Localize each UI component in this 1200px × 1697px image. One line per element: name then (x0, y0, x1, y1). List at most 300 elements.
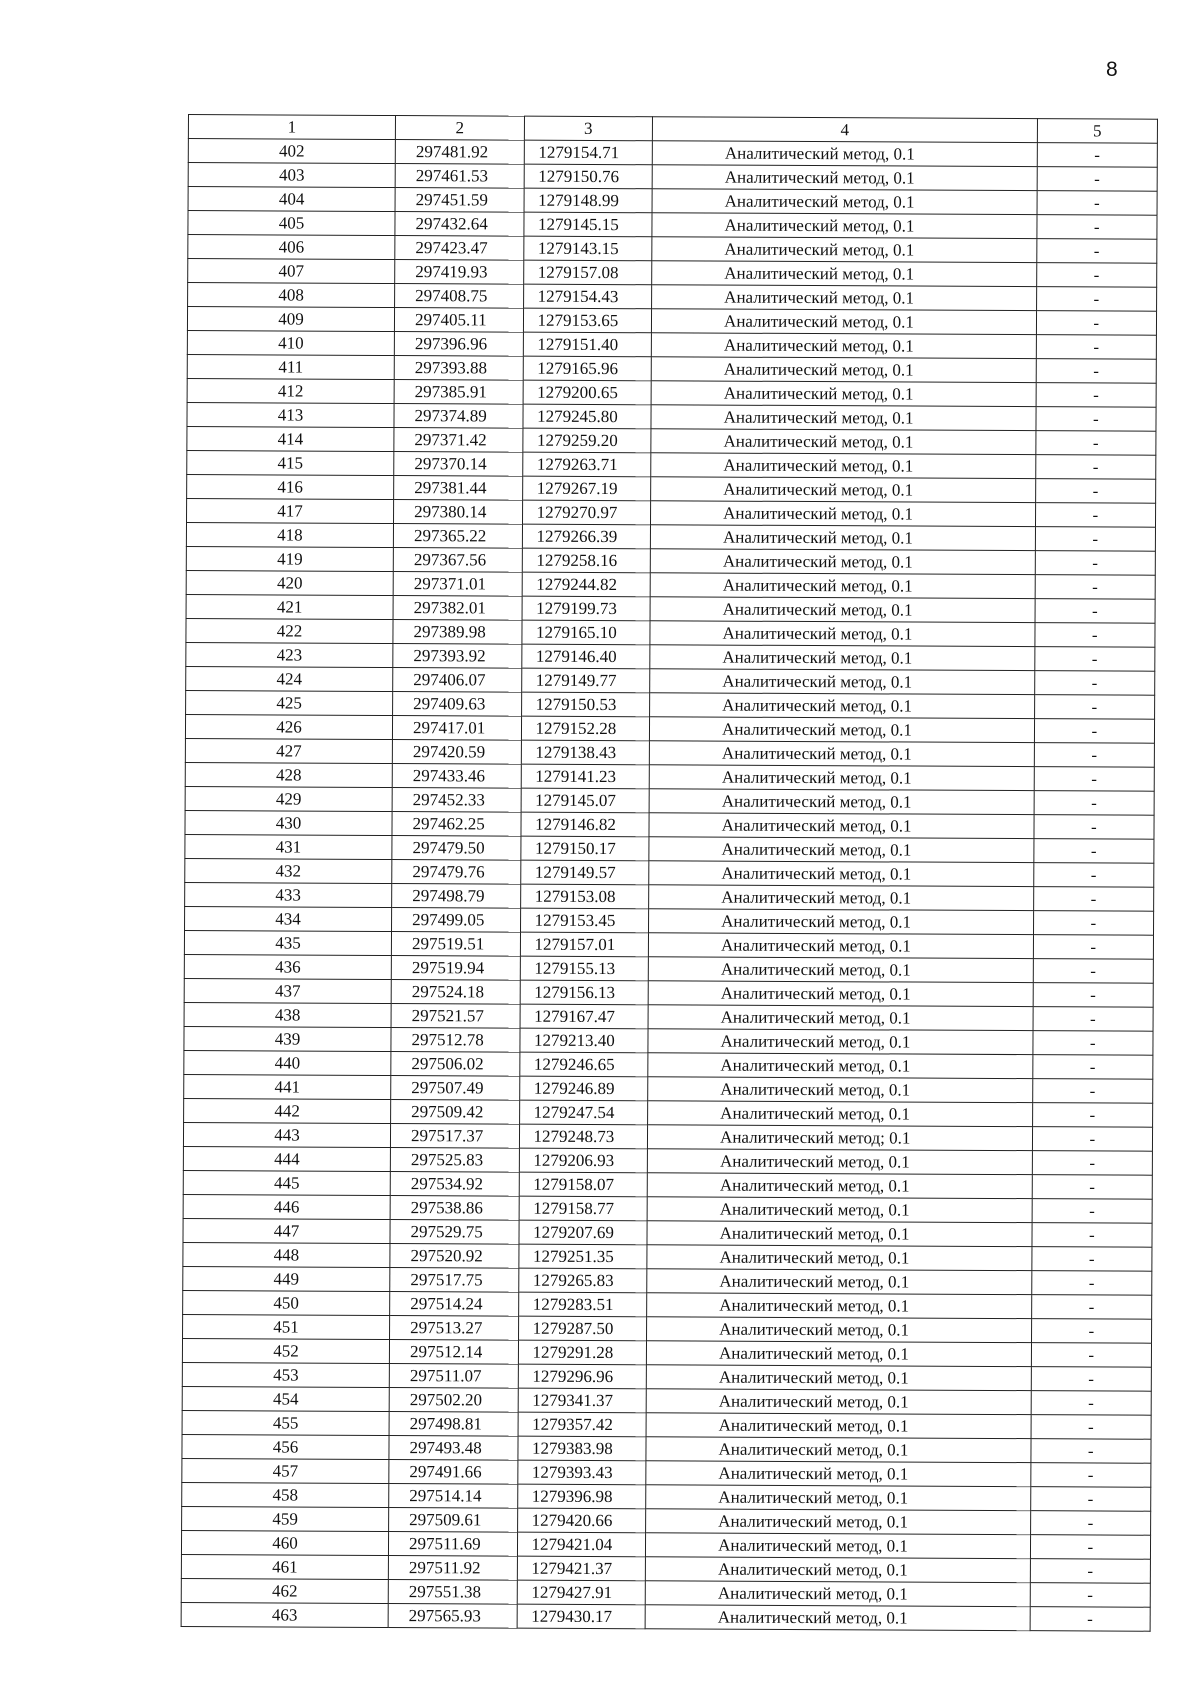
note-cell: - (1030, 1583, 1151, 1608)
note-cell: - (1032, 1175, 1153, 1200)
x-coordinate-cell: 297529.75 (390, 1220, 519, 1245)
y-coordinate-cell: 1279167.47 (520, 1004, 649, 1029)
x-coordinate-cell: 297374.89 (394, 404, 523, 429)
method-cell: Аналитический метод, 0.1 (648, 1101, 1033, 1127)
point-number-cell: 402 (188, 139, 395, 164)
y-coordinate-cell: 1279145.15 (523, 212, 652, 237)
method-cell: Аналитический метод, 0.1 (652, 165, 1037, 191)
x-coordinate-cell: 297396.96 (394, 332, 523, 357)
note-cell: - (1031, 1271, 1152, 1296)
method-cell: Аналитический метод, 0.1 (646, 1437, 1031, 1463)
method-cell: Аналитический метод, 0.1 (652, 141, 1037, 167)
y-coordinate-cell: 1279158.77 (519, 1196, 648, 1221)
point-number-cell: 439 (184, 1026, 391, 1051)
header-col-2: 2 (395, 116, 524, 141)
method-cell: Аналитический метод, 0.1 (645, 1605, 1030, 1631)
note-cell: - (1035, 623, 1156, 648)
note-cell: - (1031, 1415, 1152, 1440)
method-cell: Аналитический метод, 0.1 (645, 1557, 1030, 1583)
point-number-cell: 422 (186, 618, 393, 643)
x-coordinate-cell: 297538.86 (390, 1196, 519, 1221)
y-coordinate-cell: 1279153.45 (520, 908, 649, 933)
y-coordinate-cell: 1279156.13 (520, 980, 649, 1005)
y-coordinate-cell: 1279244.82 (522, 572, 651, 597)
point-number-cell: 463 (181, 1602, 388, 1627)
point-number-cell: 451 (183, 1314, 390, 1339)
y-coordinate-cell: 1279396.98 (517, 1484, 646, 1509)
method-cell: Аналитический метод, 0.1 (649, 909, 1034, 935)
x-coordinate-cell: 297520.92 (390, 1244, 519, 1269)
note-cell: - (1035, 527, 1156, 552)
x-coordinate-cell: 297491.66 (389, 1459, 518, 1484)
y-coordinate-cell: 1279263.71 (522, 452, 651, 477)
method-cell: Аналитический метод, 0.1 (651, 381, 1036, 407)
note-cell: - (1030, 1559, 1151, 1584)
note-cell: - (1033, 1007, 1154, 1032)
x-coordinate-cell: 297371.42 (394, 428, 523, 453)
point-number-cell: 456 (182, 1434, 389, 1459)
x-coordinate-cell: 297409.63 (393, 692, 522, 717)
y-coordinate-cell: 1279154.71 (524, 140, 653, 165)
point-number-cell: 454 (182, 1386, 389, 1411)
x-coordinate-cell: 297385.91 (394, 380, 523, 405)
method-cell: Аналитический метод, 0.1 (649, 765, 1034, 791)
point-number-cell: 427 (185, 738, 392, 763)
note-cell: - (1034, 647, 1155, 672)
x-coordinate-cell: 297370.14 (394, 452, 523, 477)
y-coordinate-cell: 1279157.08 (523, 260, 652, 285)
method-cell: Аналитический метод, 0.1 (648, 1005, 1033, 1031)
note-cell: - (1030, 1511, 1151, 1536)
y-coordinate-cell: 1279149.77 (521, 668, 650, 693)
note-cell: - (1034, 743, 1155, 768)
method-cell: Аналитический метод, 0.1 (652, 285, 1037, 311)
x-coordinate-cell: 297499.05 (392, 908, 521, 933)
note-cell: - (1030, 1607, 1151, 1632)
method-cell: Аналитический метод, 0.1 (647, 1149, 1032, 1175)
point-number-cell: 403 (188, 163, 395, 188)
method-cell: Аналитический метод, 0.1 (646, 1485, 1031, 1511)
method-cell: Аналитический метод, 0.1 (650, 621, 1035, 647)
point-number-cell: 414 (187, 426, 394, 451)
point-number-cell: 413 (187, 402, 394, 427)
method-cell: Аналитический метод, 0.1 (650, 525, 1035, 551)
point-number-cell: 430 (185, 810, 392, 835)
point-number-cell: 438 (184, 1002, 391, 1027)
x-coordinate-cell: 297511.07 (389, 1363, 518, 1388)
x-coordinate-cell: 297382.01 (393, 596, 522, 621)
x-coordinate-cell: 297479.50 (392, 836, 521, 861)
point-number-cell: 408 (188, 283, 395, 308)
note-cell: - (1036, 383, 1157, 408)
note-cell: - (1033, 959, 1154, 984)
note-cell: - (1034, 767, 1155, 792)
point-number-cell: 424 (186, 666, 393, 691)
x-coordinate-cell: 297433.46 (392, 764, 521, 789)
x-coordinate-cell: 297498.79 (392, 884, 521, 909)
note-cell: - (1037, 143, 1158, 168)
method-cell: Аналитический метод, 0.1 (652, 309, 1037, 335)
note-cell: - (1032, 1223, 1153, 1248)
y-coordinate-cell: 1279283.51 (518, 1292, 647, 1317)
y-coordinate-cell: 1279207.69 (519, 1220, 648, 1245)
point-number-cell: 437 (184, 978, 391, 1003)
x-coordinate-cell: 297509.42 (391, 1100, 520, 1125)
y-coordinate-cell: 1279200.65 (523, 380, 652, 405)
note-cell: - (1037, 167, 1158, 192)
method-cell: Аналитический метод, 0.1 (646, 1389, 1031, 1415)
x-coordinate-cell: 297514.14 (389, 1483, 518, 1508)
y-coordinate-cell: 1279199.73 (522, 596, 651, 621)
note-cell: - (1034, 719, 1155, 744)
method-cell: Аналитический метод, 0.1 (648, 933, 1033, 959)
y-coordinate-cell: 1279138.43 (521, 740, 650, 765)
point-number-cell: 406 (188, 235, 395, 260)
x-coordinate-cell: 297461.53 (395, 164, 524, 189)
note-cell: - (1032, 1199, 1153, 1224)
y-coordinate-cell: 1279251.35 (518, 1244, 647, 1269)
method-cell: Аналитический метод, 0.1 (651, 501, 1036, 527)
note-cell: - (1036, 287, 1157, 312)
note-cell: - (1035, 551, 1156, 576)
y-coordinate-cell: 1279393.43 (517, 1460, 646, 1485)
y-coordinate-cell: 1279165.96 (523, 356, 652, 381)
method-cell: Аналитический метод, 0.1 (648, 1029, 1033, 1055)
y-coordinate-cell: 1279287.50 (518, 1316, 647, 1341)
point-number-cell: 411 (187, 354, 394, 379)
method-cell: Аналитический метод, 0.1 (650, 597, 1035, 623)
point-number-cell: 404 (188, 187, 395, 212)
method-cell: Аналитический метод, 0.1 (646, 1533, 1031, 1559)
method-cell: Аналитический метод, 0.1 (647, 1197, 1032, 1223)
y-coordinate-cell: 1279145.07 (521, 788, 650, 813)
y-coordinate-cell: 1279247.54 (519, 1100, 648, 1125)
x-coordinate-cell: 297423.47 (395, 236, 524, 261)
y-coordinate-cell: 1279157.01 (520, 932, 649, 957)
point-number-cell: 459 (182, 1506, 389, 1531)
x-coordinate-cell: 297512.14 (389, 1339, 518, 1364)
note-cell: - (1036, 263, 1157, 288)
x-coordinate-cell: 297493.48 (389, 1435, 518, 1460)
note-cell: - (1035, 479, 1156, 504)
note-cell: - (1033, 983, 1154, 1008)
x-coordinate-cell: 297393.88 (394, 356, 523, 381)
y-coordinate-cell: 1279420.66 (517, 1508, 646, 1533)
point-number-cell: 407 (188, 259, 395, 284)
method-cell: Аналитический метод, 0.1 (648, 981, 1033, 1007)
coordinates-table (181, 114, 1158, 1632)
y-coordinate-cell: 1279152.28 (521, 716, 650, 741)
x-coordinate-cell: 297479.76 (392, 860, 521, 885)
point-number-cell: 443 (183, 1122, 390, 1147)
note-cell: - (1031, 1391, 1152, 1416)
method-cell: Аналитический метод, 0.1 (651, 405, 1036, 431)
x-coordinate-cell: 297462.25 (392, 812, 521, 837)
method-cell: Аналитический метод, 0.1 (649, 885, 1034, 911)
note-cell: - (1035, 599, 1156, 624)
method-cell: Аналитический метод, 0.1 (650, 645, 1035, 671)
method-cell: Аналитический метод, 0.1 (652, 237, 1037, 263)
header-col-5: 5 (1037, 119, 1158, 144)
point-number-cell: 410 (187, 330, 394, 355)
method-cell: Аналитический метод, 0.1 (647, 1173, 1032, 1199)
point-number-cell: 421 (186, 594, 393, 619)
point-number-cell: 409 (187, 307, 394, 332)
x-coordinate-cell: 297481.92 (395, 140, 524, 165)
x-coordinate-cell: 297512.78 (391, 1028, 520, 1053)
note-cell: - (1033, 1031, 1154, 1056)
y-coordinate-cell: 1279158.07 (519, 1172, 648, 1197)
note-cell: - (1033, 863, 1154, 888)
method-cell: Аналитический метод, 0.1 (646, 1341, 1031, 1367)
x-coordinate-cell: 297498.81 (389, 1411, 518, 1436)
point-number-cell: 460 (181, 1530, 388, 1555)
point-number-cell: 440 (184, 1050, 391, 1075)
method-cell: Аналитический метод, 0.1 (651, 357, 1036, 383)
point-number-cell: 425 (186, 690, 393, 715)
method-cell: Аналитический метод, 0.1 (649, 861, 1034, 887)
y-coordinate-cell: 1279151.40 (523, 332, 652, 357)
point-number-cell: 457 (182, 1458, 389, 1483)
note-cell: - (1034, 815, 1155, 840)
x-coordinate-cell: 297509.61 (389, 1507, 518, 1532)
note-cell: - (1030, 1463, 1151, 1488)
table-row (181, 1602, 1150, 1631)
point-number-cell: 417 (187, 498, 394, 523)
point-number-cell: 405 (188, 211, 395, 236)
x-coordinate-cell: 297511.92 (388, 1555, 517, 1580)
y-coordinate-cell: 1279427.91 (517, 1580, 646, 1605)
note-cell: - (1031, 1367, 1152, 1392)
method-cell: Аналитический метод, 0.1 (651, 333, 1036, 359)
point-number-cell: 435 (184, 930, 391, 955)
note-cell: - (1032, 1055, 1153, 1080)
note-cell: - (1036, 359, 1157, 384)
note-cell: - (1033, 935, 1154, 960)
y-coordinate-cell: 1279150.17 (520, 836, 649, 861)
y-coordinate-cell: 1279291.28 (518, 1340, 647, 1365)
point-number-cell: 455 (182, 1410, 389, 1435)
y-coordinate-cell: 1279148.99 (524, 188, 653, 213)
x-coordinate-cell: 297452.33 (392, 788, 521, 813)
y-coordinate-cell: 1279154.43 (523, 284, 652, 309)
y-coordinate-cell: 1279246.89 (519, 1076, 648, 1101)
method-cell: Аналитический метод, 0.1 (647, 1293, 1032, 1319)
note-cell: - (1037, 215, 1158, 240)
x-coordinate-cell: 297432.64 (395, 212, 524, 237)
note-cell: - (1031, 1247, 1152, 1272)
y-coordinate-cell: 1279143.15 (523, 236, 652, 261)
y-coordinate-cell: 1279246.65 (519, 1052, 648, 1077)
point-number-cell: 445 (183, 1170, 390, 1195)
point-number-cell: 447 (183, 1218, 390, 1243)
note-cell: - (1031, 1343, 1152, 1368)
note-cell: - (1035, 431, 1156, 456)
note-cell: - (1034, 671, 1155, 696)
y-coordinate-cell: 1279213.40 (519, 1028, 648, 1053)
method-cell: Аналитический метод, 0.1 (647, 1245, 1032, 1271)
x-coordinate-cell: 297451.59 (395, 188, 524, 213)
method-cell: Аналитический метод, 0.1 (646, 1509, 1031, 1535)
x-coordinate-cell: 297408.75 (395, 284, 524, 309)
y-coordinate-cell: 1279267.19 (522, 476, 651, 501)
point-number-cell: 420 (186, 570, 393, 595)
y-coordinate-cell: 1279146.40 (521, 644, 650, 669)
point-number-cell: 431 (185, 834, 392, 859)
page-number: 8 (1106, 58, 1118, 81)
note-cell: - (1030, 1487, 1151, 1512)
point-number-cell: 429 (185, 786, 392, 811)
method-cell: Аналитический метод, 0.1 (650, 549, 1035, 575)
point-number-cell: 415 (187, 450, 394, 475)
method-cell: Аналитический метод, 0.1 (646, 1461, 1031, 1487)
note-cell: - (1037, 191, 1158, 216)
y-coordinate-cell: 1279155.13 (520, 956, 649, 981)
method-cell: Аналитический метод, 0.1 (652, 261, 1037, 287)
x-coordinate-cell: 297519.94 (391, 956, 520, 981)
note-cell: - (1033, 911, 1154, 936)
y-coordinate-cell: 1279146.82 (521, 812, 650, 837)
x-coordinate-cell: 297405.11 (394, 308, 523, 333)
x-coordinate-cell: 297517.37 (390, 1124, 519, 1149)
x-coordinate-cell: 297367.56 (393, 548, 522, 573)
note-cell: - (1031, 1319, 1152, 1344)
y-coordinate-cell: 1279153.08 (520, 884, 649, 909)
note-cell: - (1033, 887, 1154, 912)
method-cell: Аналитический метод, 0.1 (650, 573, 1035, 599)
note-cell: - (1036, 407, 1157, 432)
method-cell: Аналитический метод, 0.1 (648, 1053, 1033, 1079)
x-coordinate-cell: 297511.69 (389, 1531, 518, 1556)
method-cell: Аналитический метод, 0.1 (647, 1221, 1032, 1247)
method-cell: Аналитический метод, 0.1 (645, 1581, 1030, 1607)
method-cell: Аналитический метод, 0.1 (649, 741, 1034, 767)
x-coordinate-cell: 297406.07 (393, 668, 522, 693)
y-coordinate-cell: 1279421.04 (517, 1532, 646, 1557)
x-coordinate-cell: 297380.14 (394, 500, 523, 525)
x-coordinate-cell: 297502.20 (389, 1387, 518, 1412)
x-coordinate-cell: 297524.18 (391, 980, 520, 1005)
point-number-cell: 453 (182, 1362, 389, 1387)
point-number-cell: 458 (182, 1482, 389, 1507)
note-cell: - (1032, 1079, 1153, 1104)
method-cell: Аналитический метод, 0.1 (647, 1269, 1032, 1295)
point-number-cell: 433 (185, 882, 392, 907)
x-coordinate-cell: 297519.51 (391, 932, 520, 957)
point-number-cell: 461 (181, 1554, 388, 1579)
note-cell: - (1034, 695, 1155, 720)
x-coordinate-cell: 297514.24 (390, 1292, 519, 1317)
point-number-cell: 434 (185, 906, 392, 931)
y-coordinate-cell: 1279383.98 (517, 1436, 646, 1461)
method-cell: Аналитический метод, 0.1 (648, 957, 1033, 983)
note-cell: - (1031, 1439, 1152, 1464)
x-coordinate-cell: 297365.22 (393, 524, 522, 549)
method-cell: Аналитический метод, 0.1 (651, 453, 1036, 479)
method-cell: Аналитический метод, 0.1 (646, 1413, 1031, 1439)
x-coordinate-cell: 297420.59 (392, 740, 521, 765)
note-cell: - (1032, 1103, 1153, 1128)
table-body (181, 139, 1157, 1632)
method-cell: Аналитический метод, 0.1 (652, 213, 1037, 239)
y-coordinate-cell: 1279149.57 (520, 860, 649, 885)
point-number-cell: 419 (186, 546, 393, 571)
y-coordinate-cell: 1279265.83 (518, 1268, 647, 1293)
x-coordinate-cell: 297551.38 (388, 1579, 517, 1604)
x-coordinate-cell: 297521.57 (391, 1004, 520, 1029)
point-number-cell: 448 (183, 1242, 390, 1267)
point-number-cell: 436 (184, 954, 391, 979)
method-cell: Аналитический метод, 0.1 (649, 813, 1034, 839)
x-coordinate-cell: 297371.01 (393, 572, 522, 597)
method-cell: Аналитический метод, 0.1 (647, 1317, 1032, 1343)
point-number-cell: 418 (186, 522, 393, 547)
note-cell: - (1036, 335, 1157, 360)
note-cell: - (1032, 1151, 1153, 1176)
y-coordinate-cell: 1279150.76 (524, 164, 653, 189)
method-cell: Аналитический метод, 0.1 (651, 429, 1036, 455)
point-number-cell: 428 (185, 762, 392, 787)
y-coordinate-cell: 1279341.37 (518, 1388, 647, 1413)
note-cell: - (1032, 1127, 1153, 1152)
y-coordinate-cell: 1279153.65 (523, 308, 652, 333)
point-number-cell: 423 (186, 642, 393, 667)
point-number-cell: 441 (184, 1074, 391, 1099)
y-coordinate-cell: 1279245.80 (523, 404, 652, 429)
method-cell: Аналитический метод, 0.1 (649, 789, 1034, 815)
note-cell: - (1031, 1295, 1152, 1320)
y-coordinate-cell: 1279421.37 (517, 1556, 646, 1581)
y-coordinate-cell: 1279430.17 (517, 1604, 646, 1629)
x-coordinate-cell: 297419.93 (395, 260, 524, 285)
note-cell: - (1035, 503, 1156, 528)
note-cell: - (1035, 575, 1156, 600)
method-cell: Аналитический метод; 0.1 (648, 1125, 1033, 1151)
note-cell: - (1030, 1535, 1151, 1560)
x-coordinate-cell: 297517.75 (390, 1268, 519, 1293)
note-cell: - (1035, 455, 1156, 480)
point-number-cell: 446 (183, 1194, 390, 1219)
point-number-cell: 444 (183, 1146, 390, 1171)
x-coordinate-cell: 297393.92 (393, 644, 522, 669)
note-cell: - (1033, 839, 1154, 864)
method-cell: Аналитический метод, 0.1 (650, 717, 1035, 743)
x-coordinate-cell: 297506.02 (391, 1052, 520, 1077)
note-cell: - (1036, 239, 1157, 264)
x-coordinate-cell: 297513.27 (390, 1315, 519, 1340)
header-col-4: 4 (652, 117, 1037, 143)
method-cell: Аналитический метод, 0.1 (646, 1365, 1031, 1391)
point-number-cell: 450 (183, 1290, 390, 1315)
note-cell: - (1036, 311, 1157, 336)
point-number-cell: 426 (185, 714, 392, 739)
x-coordinate-cell: 297507.49 (391, 1076, 520, 1101)
method-cell: Аналитический метод, 0.1 (650, 693, 1035, 719)
x-coordinate-cell: 297565.93 (388, 1603, 517, 1628)
method-cell: Аналитический метод, 0.1 (652, 189, 1037, 215)
y-coordinate-cell: 1279141.23 (521, 764, 650, 789)
header-col-3: 3 (524, 116, 653, 141)
y-coordinate-cell: 1279296.96 (518, 1364, 647, 1389)
point-number-cell: 412 (187, 378, 394, 403)
point-number-cell: 416 (187, 474, 394, 499)
y-coordinate-cell: 1279150.53 (521, 692, 650, 717)
method-cell: Аналитический метод, 0.1 (650, 669, 1035, 695)
method-cell: Аналитический метод, 0.1 (651, 477, 1036, 503)
y-coordinate-cell: 1279258.16 (522, 548, 651, 573)
y-coordinate-cell: 1279248.73 (519, 1124, 648, 1149)
point-number-cell: 432 (185, 858, 392, 883)
